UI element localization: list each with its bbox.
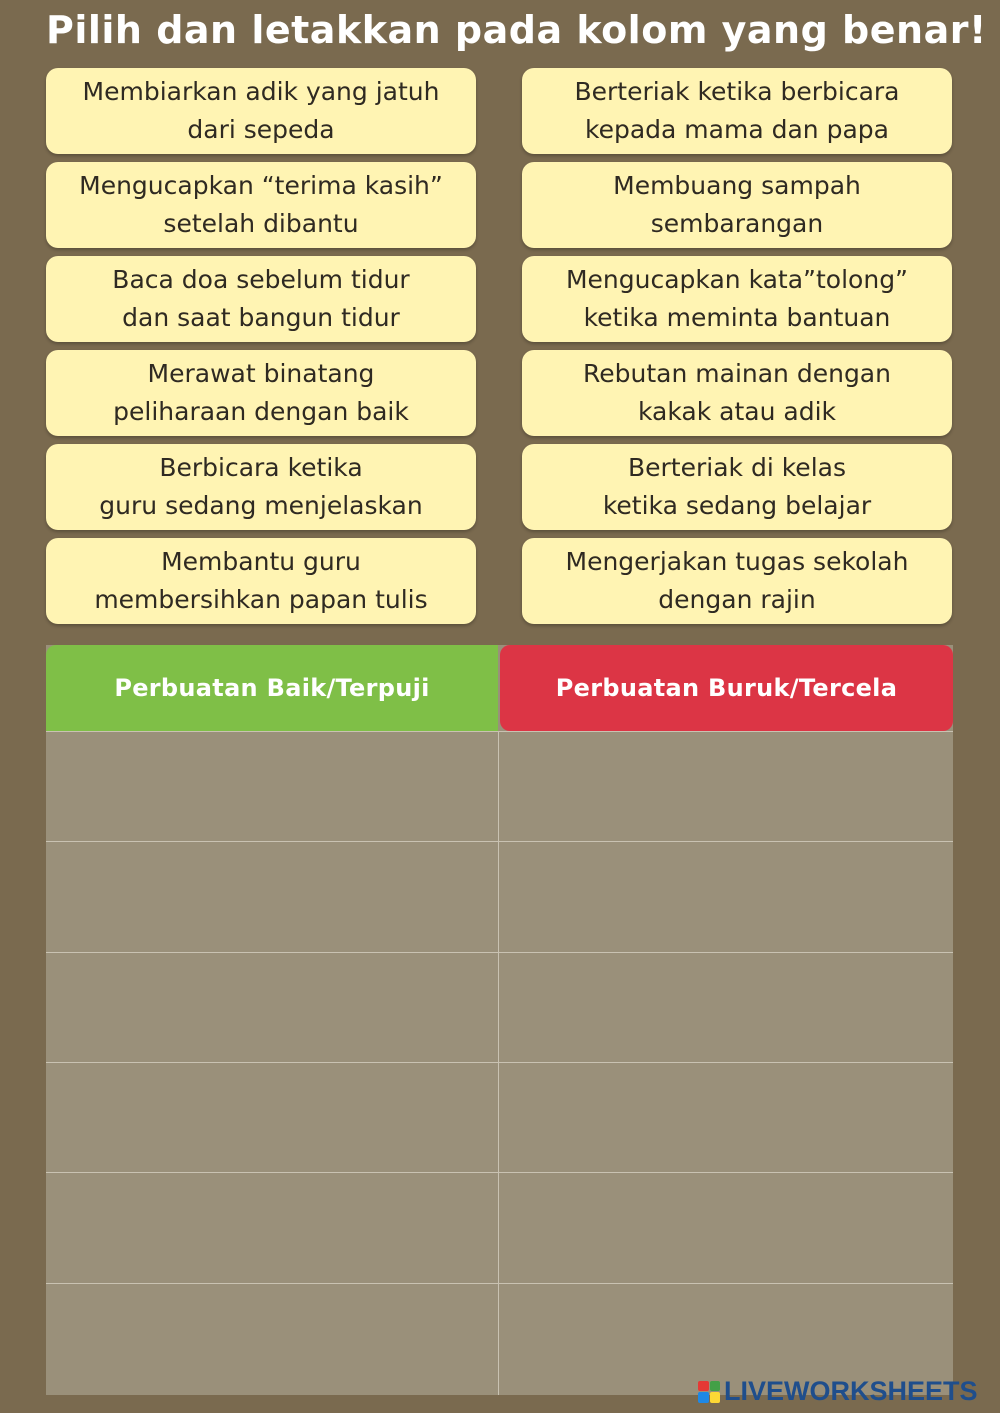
draggable-card[interactable] [46,68,476,154]
bad-drop-slot[interactable] [499,731,953,841]
card-text-line: Membuang sampah [613,171,861,200]
card-text-line: Mengerjakan tugas sekolah [565,547,909,576]
good-deeds-header: Perbuatan Baik/Terpuji [46,645,498,731]
draggable-card[interactable] [46,162,476,248]
good-drop-slot[interactable] [46,1283,498,1395]
card-text-line: guru sedang menjelaskan [99,491,423,520]
card-text-line: Membantu guru [161,547,361,576]
card-text-line: Berteriak ketika berbicara [574,77,900,106]
card-text-line: Berteriak di kelas [628,453,846,482]
bad-drop-slot[interactable] [499,1062,953,1172]
good-drop-slot[interactable] [46,1062,498,1172]
draggable-card[interactable] [522,538,952,624]
bad-drop-slot[interactable] [499,841,953,952]
draggable-card[interactable] [522,444,952,530]
card-text-line: Berbicara ketika [159,453,363,482]
draggable-card[interactable] [522,162,952,248]
good-drop-slot[interactable] [46,952,498,1062]
good-drop-slot[interactable] [46,1172,498,1283]
draggable-card[interactable] [46,256,476,342]
card-text-line: Membiarkan adik yang jatuh [82,77,440,106]
draggable-card[interactable] [522,68,952,154]
draggable-card[interactable] [46,444,476,530]
card-text-line: Rebutan mainan dengan [583,359,891,388]
card-text-line: Mengucapkan kata”tolong” [565,265,909,294]
bad-drop-slot[interactable] [499,1172,953,1283]
draggable-card[interactable] [522,256,952,342]
card-text-line: ketika meminta bantuan [583,303,891,332]
good-drop-slot[interactable] [46,731,498,841]
sorting-table [46,645,953,1395]
good-drop-slot[interactable] [46,841,498,952]
card-text-line: Mengucapkan “terima kasih” [79,171,443,200]
card-text-line: peliharaan dengan baik [113,397,409,426]
draggable-card[interactable] [46,538,476,624]
card-text-line: Merawat binatang [147,359,375,388]
draggable-card[interactable] [522,350,952,436]
bad-drop-slot[interactable] [499,952,953,1062]
draggable-card[interactable] [46,350,476,436]
card-text-line: Baca doa sebelum tidur [112,265,410,294]
card-text-line: kakak atau adik [638,397,836,426]
card-text-line: setelah dibantu [163,209,359,238]
card-text-line: kepada mama dan papa [585,115,889,144]
brand-name: LIVEWORKSHEETS [724,1376,978,1406]
page-title: Pilih dan letakkan pada kolom yang benar! [46,8,987,52]
column-divider [498,731,499,1395]
liveworksheets-logo-icon [698,1381,720,1403]
liveworksheets-logo[interactable] [698,1376,978,1407]
card-text-line: membersihkan papan tulis [94,585,428,614]
card-text-line: dengan rajin [658,585,816,614]
bad-deeds-header: Perbuatan Buruk/Tercela [500,645,953,731]
card-text-line: dan saat bangun tidur [122,303,400,332]
card-text-line: sembarangan [650,209,824,238]
card-text-line: dari sepeda [187,115,335,144]
card-text-line: ketika sedang belajar [602,491,872,520]
